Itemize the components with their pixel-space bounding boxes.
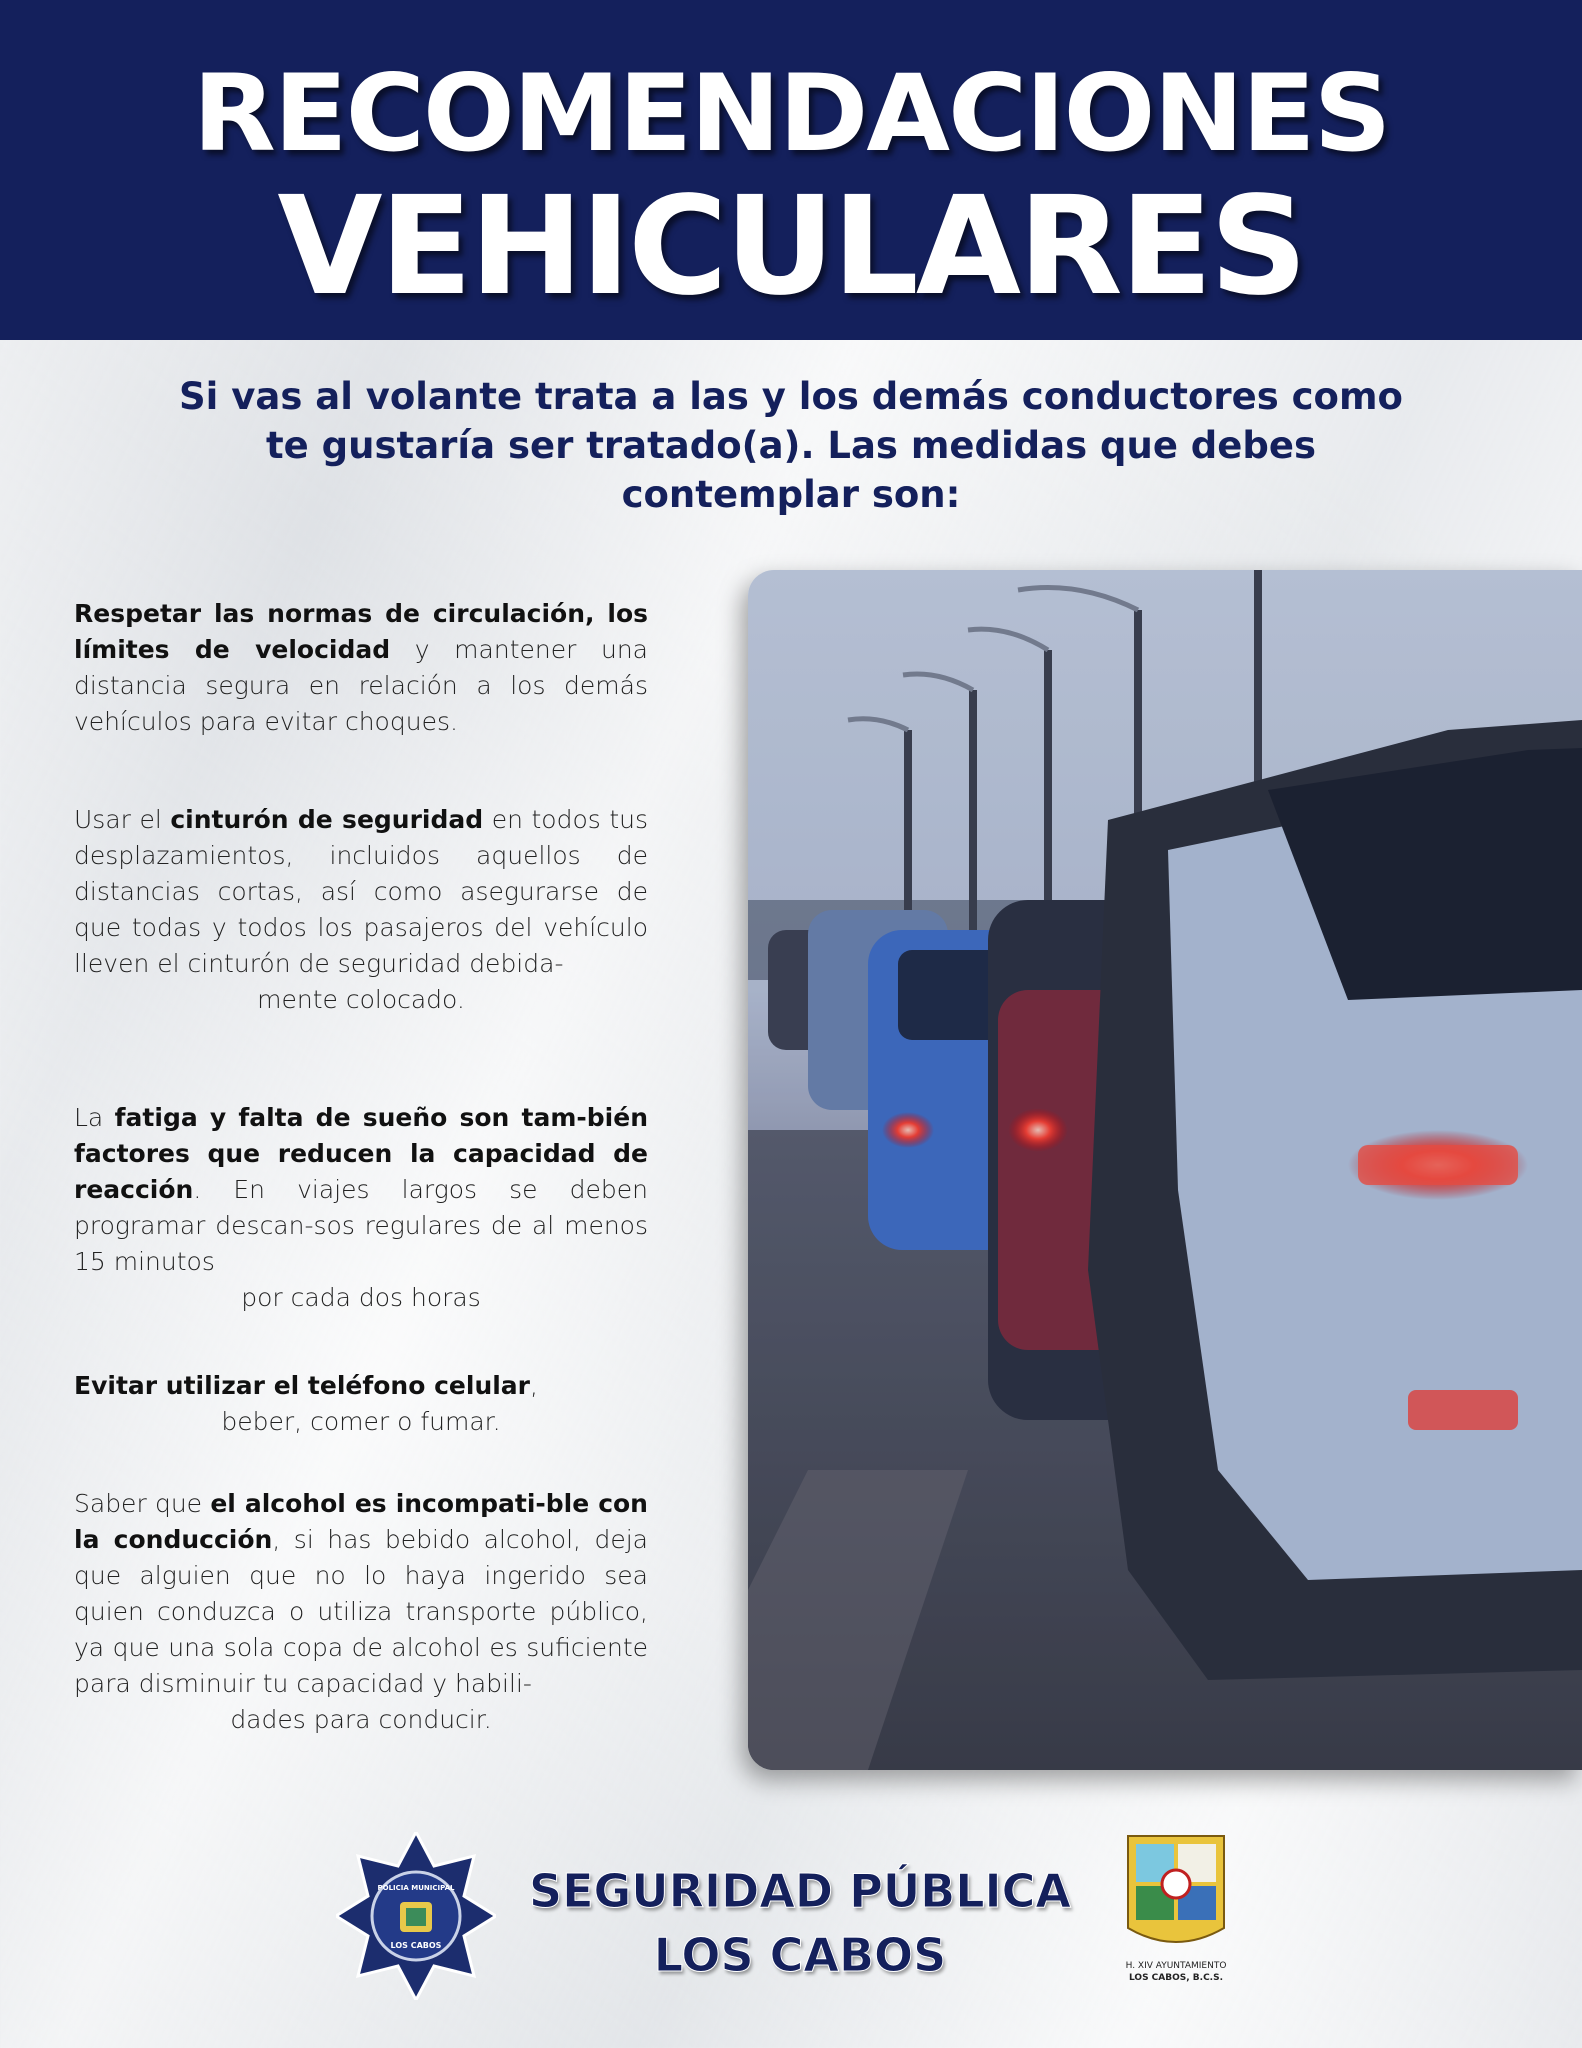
- footer-name-line-2: LOS CABOS: [653, 1928, 947, 1982]
- police-badge-logo: [336, 1832, 496, 2000]
- body-text: La: [74, 1103, 115, 1132]
- last-line: beber, comer o fumar.: [221, 1407, 501, 1436]
- body-text: y mantener una distancia segura en relación a los demás vehículos para evitar choques.: [74, 635, 648, 736]
- bold-phrase: Respetar las normas de circulación, los límites de velocidad: [74, 599, 648, 664]
- title-line-1: RECOMENDACIONES: [192, 52, 1390, 175]
- svg-text:POLICIA MUNICIPAL: POLICIA MUNICIPAL: [377, 1884, 455, 1892]
- recommendation-4: [74, 1368, 648, 1440]
- body-text: ,: [530, 1371, 538, 1400]
- body-text: Saber que: [74, 1489, 211, 1518]
- body-text: en todos tus desplazamientos, incluidos aquellos de distancias cortas, así como asegurarse de que todas y todos los pasajeros del vehículo lleven el cinturón de seguridad debida-: [74, 805, 648, 978]
- footer-name-line-1: SEGURIDAD PÚBLICA: [528, 1864, 1072, 1918]
- bold-phrase: cinturón de seguridad: [170, 805, 484, 834]
- municipal-crest-logo: [1124, 1832, 1228, 1954]
- bold-phrase: fatiga y falta de sueño son tam-bién factores que reducen la capacidad de reacción: [74, 1103, 648, 1204]
- recommendation-2: [74, 802, 648, 1018]
- recommendation-1: [74, 596, 648, 740]
- last-line: por cada dos horas: [241, 1283, 481, 1312]
- intro-text: Si vas al volante trata a las y los demás conductores como te gustaría ser tratado(a). Las medidas que debes contemplar son:: [179, 375, 1403, 516]
- body-text: Usar el: [74, 805, 171, 834]
- recommendation-5: [74, 1486, 648, 1738]
- body-text: , si has bebido alcohol, deja que alguien que no lo haya ingerido sea quien conduzca o utiliza transporte público, ya que una sola copa de alcohol es suficiente para disminuir tu capacidad y habili-: [74, 1525, 648, 1698]
- title-line-2: VEHICULARES: [277, 168, 1305, 326]
- last-line: dades para conducir.: [230, 1705, 492, 1734]
- svg-text:LOS CABOS: LOS CABOS: [390, 1941, 442, 1950]
- body-text: . En viajes largos se deben programar descan-sos regulares de al menos 15 minutos: [74, 1175, 648, 1276]
- crest-caption-line-1: H. XIV AYUNTAMIENTO: [1125, 1961, 1227, 1971]
- bold-phrase: Evitar utilizar el teléfono celular: [74, 1371, 531, 1400]
- traffic-cars-photo: [748, 570, 1582, 1770]
- bold-phrase: el alcohol es incompati-ble con la conducción: [74, 1489, 648, 1554]
- recommendation-3: [74, 1100, 648, 1316]
- last-line: mente colocado.: [257, 985, 465, 1014]
- crest-caption-line-2: LOS CABOS, B.C.S.: [1129, 1973, 1223, 1983]
